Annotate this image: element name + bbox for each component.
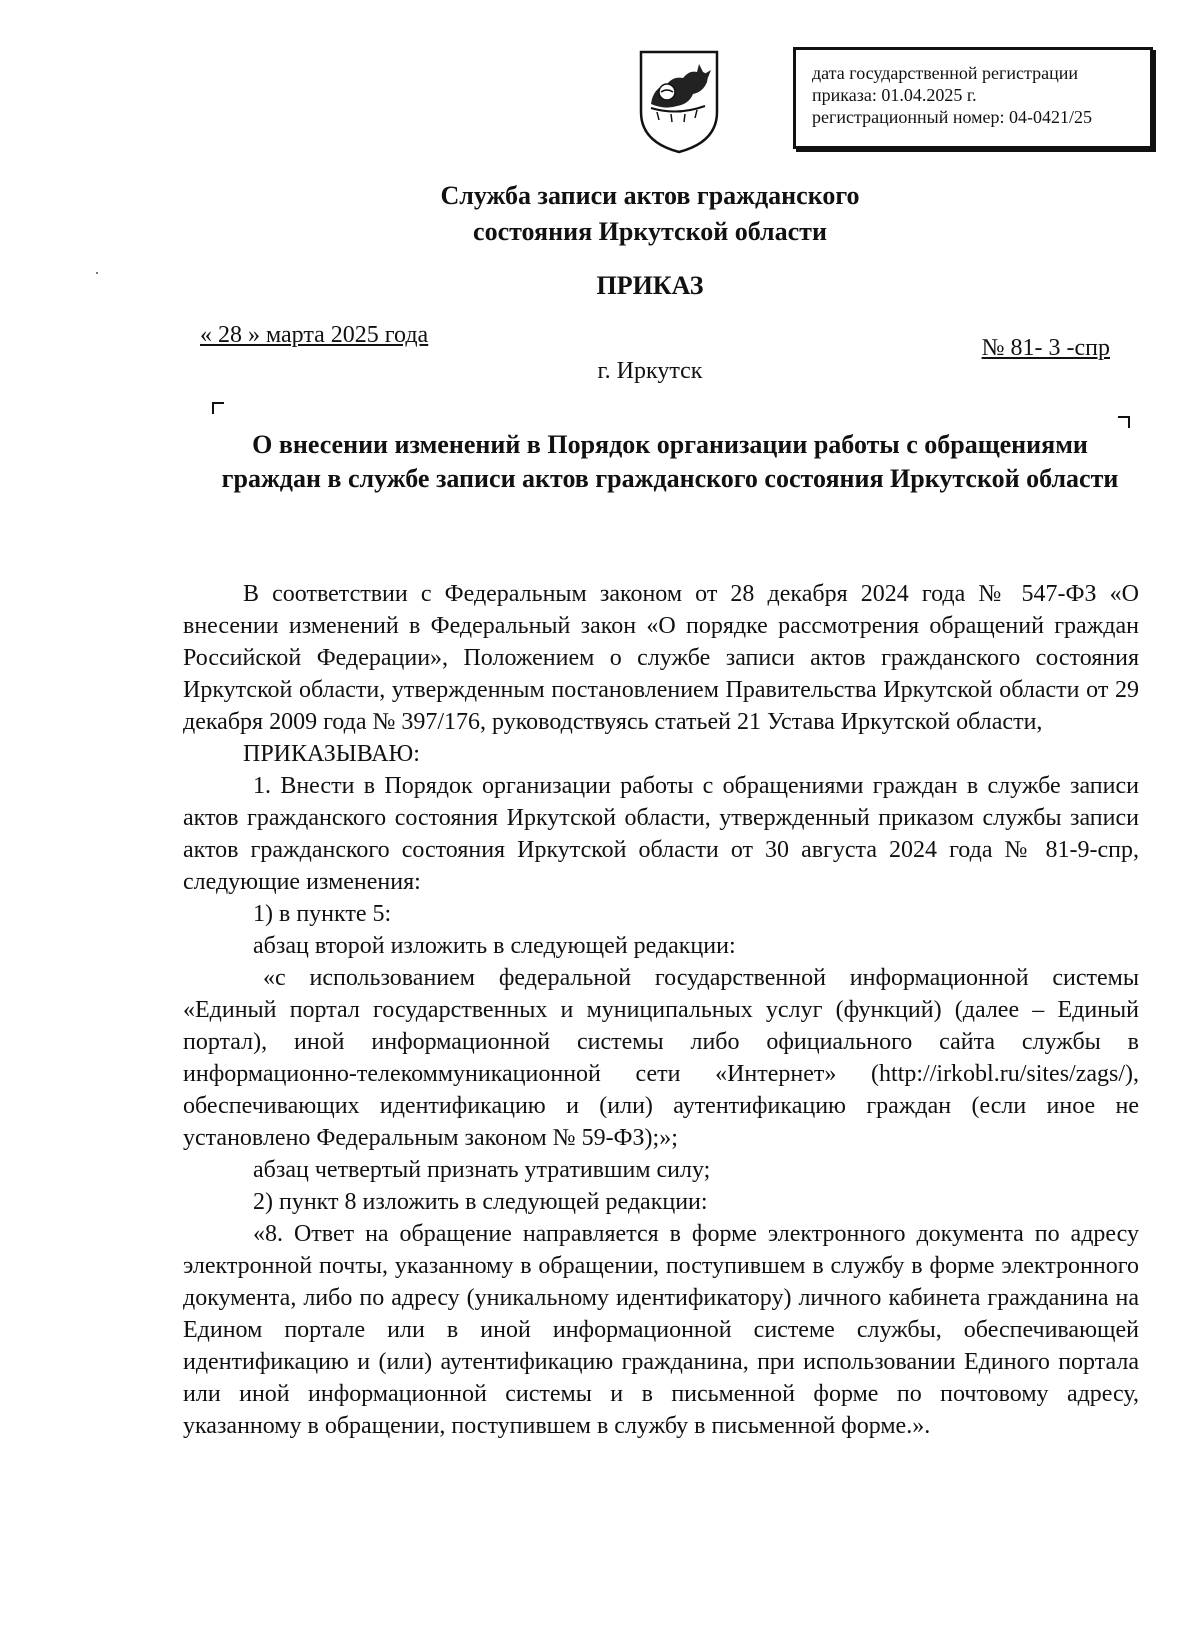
sub-item-1-paragraph-a: абзац второй изложить в следующей редакции:	[253, 933, 736, 959]
sub-item-1-quote: «с использованием федеральной государственной информационной системы «Единый портал государственных и муниципальных услуг (функций) (далее – Единый портал), иной информационной системы либо официального сайта службы в информационно-телекоммуникационной сети «Интернет» (http://irkobl.ru/sites/zags/), обеспечивающих идентификацию и (или) аутентификацию граждан (если иное не установлено Федеральным законом № 59-ФЗ);»;	[183, 965, 1139, 1151]
registration-line-3: регистрационный номер: 04-0421/25	[812, 107, 1092, 127]
sub-item-2-quote: «8. Ответ на обращение направляется в форме электронного документа по адресу электронной почты, указанному в обращении, поступившем в службу в форме электронного документа, либо по адресу (уникальному идентификатору) личного кабинета гражданина на Едином портале или в иной информационной системе службы, обеспечивающей идентификацию и (или) аутентификацию гражданина, при использовании Единого портала или иной информационной системы и в письменной форме по почтовому адресу, указанному в обращении, поступившем в службу в письменной форме.».	[183, 1221, 1139, 1439]
sub-item-1-paragraph-b: абзац четвертый признать утратившим силу;	[253, 1157, 711, 1183]
subject-corner-left	[212, 402, 224, 414]
registration-line-2: приказа: 01.04.2025 г.	[812, 85, 977, 105]
order-city: г. Иркутск	[597, 358, 703, 384]
subject-corner-right	[1118, 416, 1130, 428]
order-body	[183, 578, 1139, 1442]
subject-line-1: О внесении изменений в Порядок организации работы с обращениями	[252, 430, 1088, 459]
preamble-paragraph: В соответствии с Федеральным законом от 28 декабря 2024 года № 547-ФЗ «О внесении изменений в Федеральный закон «О порядке рассмотрения обращений граждан Российской Федерации», Положением о службе записи актов гражданского состояния Иркутской области, утвержденным постановлением Правительства Иркутской области от 29 декабря 2009 года № 397/176, руководствуясь статьей 21 Устава Иркутской области,	[183, 581, 1139, 735]
sub-item-2: 2) пункт 8 изложить в следующей редакции:	[253, 1189, 708, 1215]
organization-name	[300, 178, 1000, 250]
order-subject	[190, 428, 1150, 496]
organization-line-1: Служба записи актов гражданского	[440, 181, 860, 210]
subject-line-2: граждан в службе записи актов гражданского состояния Иркутской области	[221, 464, 1119, 493]
order-date: « 28 » марта 2025 года	[200, 322, 429, 348]
document-type: ПРИКАЗ	[596, 271, 704, 300]
sub-item-1: 1) в пункте 5:	[253, 901, 392, 927]
organization-line-2: состояния Иркутской области	[473, 217, 827, 246]
item-1-paragraph: 1. Внести в Порядок организации работы с обращениями граждан в службе записи актов гражданского состояния Иркутской области, утвержденный приказом службы записи актов гражданского состояния Иркутской области от 30 августа 2024 года № 81-9-спр, следующие изменения:	[183, 773, 1139, 895]
scan-speck	[96, 272, 98, 274]
registration-stamp	[793, 47, 1153, 149]
order-number: № 81- 3 -спр	[981, 335, 1110, 361]
irkutsk-coat-of-arms-icon	[637, 48, 721, 154]
registration-line-1: дата государственной регистрации	[812, 63, 1079, 83]
order-word: ПРИКАЗЫВАЮ:	[243, 741, 420, 767]
